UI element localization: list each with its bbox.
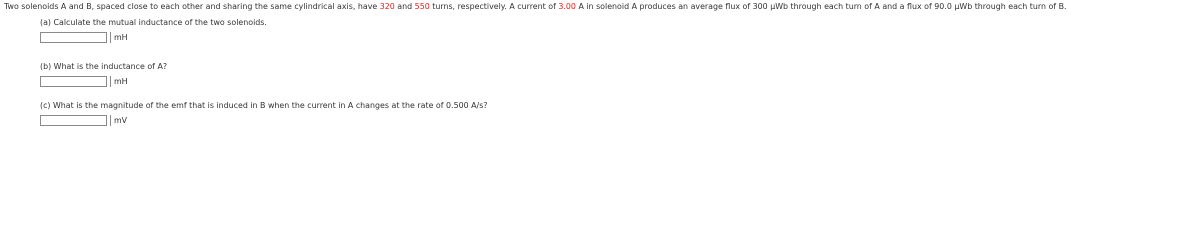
part-b-unit: mH: [110, 76, 128, 87]
part-a-question: (a) Calculate the mutual inductance of the two solenoids.: [40, 18, 267, 27]
part-b-question: (b) What is the inductance of A?: [40, 62, 168, 71]
part-a-unit: mH: [110, 32, 128, 43]
problem-text-part-2: and: [394, 2, 415, 11]
problem-text-part-3: turns, respectively. A current of: [429, 2, 559, 11]
part-c-unit: mV: [110, 115, 127, 126]
part-c-answer-row: [40, 115, 488, 126]
turns-a-value: 320: [379, 2, 395, 11]
part-a-answer-input[interactable]: [40, 32, 107, 43]
problem-text-part-1: Two solenoids A and B, spaced close to each other and sharing the same cylindrical axis, have: [4, 2, 380, 11]
problem-statement: [4, 2, 1067, 12]
part-a: [40, 18, 267, 43]
part-c-answer-input[interactable]: [40, 115, 107, 126]
part-a-answer-row: [40, 32, 267, 43]
part-b-answer-row: [40, 76, 167, 87]
part-c-question: (c) What is the magnitude of the emf that is induced in B when the current in A changes at the rate of 0.500 A/s?: [40, 101, 488, 110]
part-c: [40, 101, 488, 126]
part-b-answer-input[interactable]: [40, 76, 107, 87]
problem-text-part-4: A in solenoid A produces an average flux of 300 µWb through each turn of A and a flux of 90.0 µWb through each turn of B.: [575, 2, 1067, 11]
turns-b-value: 550: [414, 2, 430, 11]
current-value: 3.00: [558, 2, 576, 11]
part-b: [40, 62, 167, 87]
